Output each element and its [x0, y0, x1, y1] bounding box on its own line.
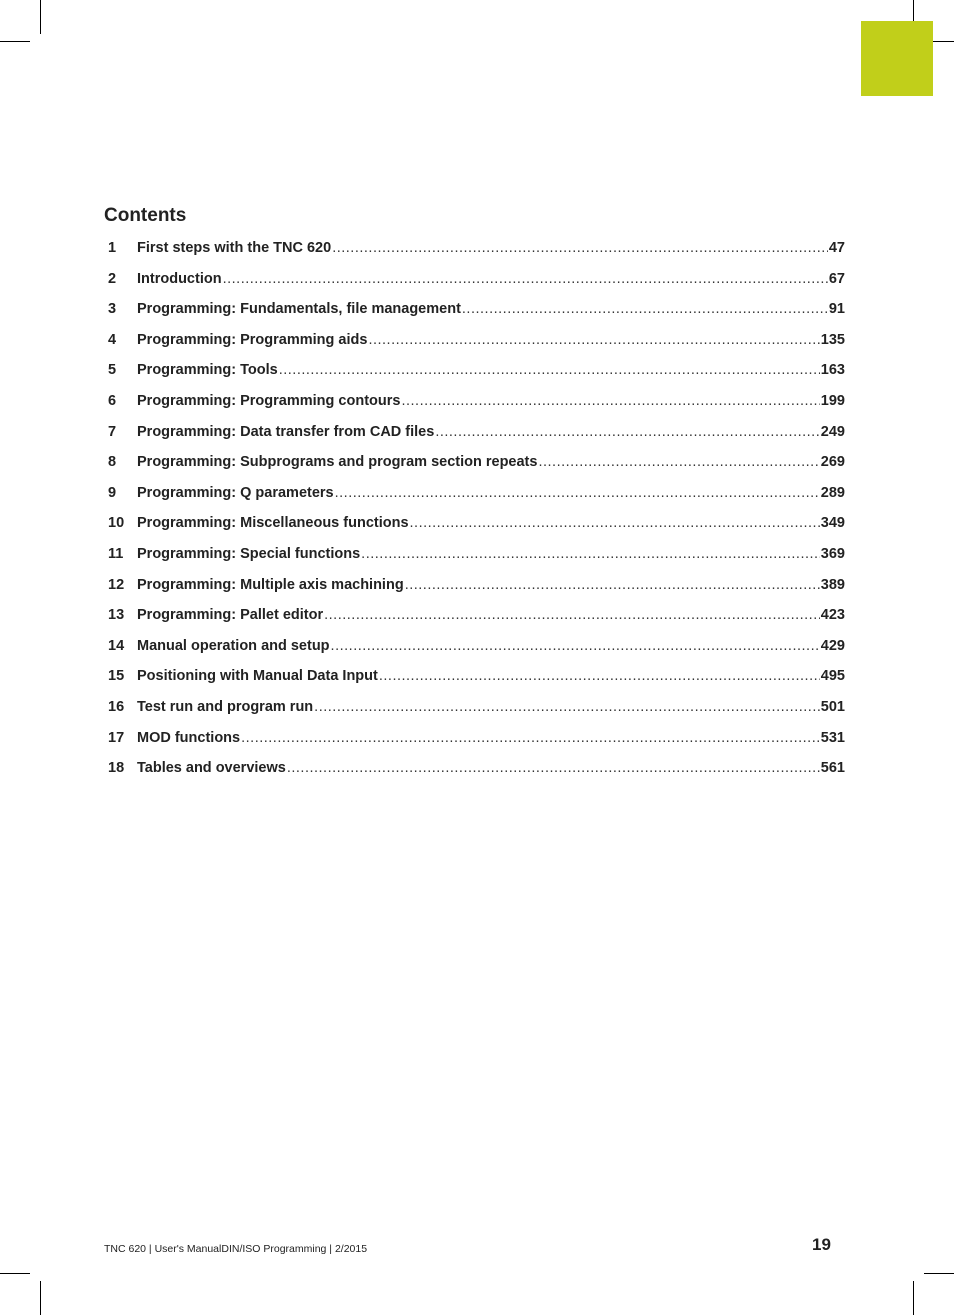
dot-leader: [324, 607, 820, 623]
chapter-page-number: 501: [820, 698, 845, 715]
dot-leader: [410, 515, 820, 531]
chapter-number: 15: [108, 668, 125, 685]
toc-entry[interactable]: [108, 393, 845, 424]
dot-leader: [538, 454, 819, 470]
chapter-page-number: 135: [820, 331, 845, 348]
chapter-number: 2: [108, 270, 117, 287]
toc-entry[interactable]: [108, 485, 845, 516]
crop-mark: [913, 1281, 914, 1315]
chapter-title: Programming: Multiple axis machining: [137, 576, 404, 593]
crop-mark: [40, 0, 41, 34]
chapter-page-number: 91: [828, 301, 845, 318]
chapter-title: Programming: Programming aids: [137, 331, 368, 348]
chapter-title: Programming: Tools: [137, 362, 278, 379]
chapter-number: 18: [108, 760, 125, 777]
dot-leader: [335, 485, 820, 501]
chapter-number: 9: [108, 484, 117, 501]
chapter-number: 17: [108, 729, 125, 746]
chapter-page-number: 249: [820, 423, 845, 440]
dot-leader: [314, 699, 820, 715]
chapter-title: Programming: Programming contours: [137, 392, 401, 409]
dot-leader: [401, 393, 819, 409]
chapter-number: 8: [108, 454, 117, 471]
chapter-page-number: 369: [820, 545, 845, 562]
chapter-tab-marker: [861, 21, 933, 96]
chapter-title: Programming: Data transfer from CAD files: [137, 423, 435, 440]
dot-leader: [361, 546, 820, 562]
chapter-title: Programming: Subprograms and program section repeats: [137, 454, 538, 471]
chapter-title: Introduction: [137, 270, 222, 287]
chapter-title: Programming: Q parameters: [137, 484, 334, 501]
chapter-page-number: 531: [820, 729, 845, 746]
table-of-contents: [108, 240, 845, 791]
toc-entry[interactable]: [108, 577, 845, 608]
chapter-title: First steps with the TNC 620: [137, 240, 332, 256]
toc-entry[interactable]: [108, 454, 845, 485]
chapter-page-number: 67: [828, 270, 845, 287]
dot-leader: [287, 760, 820, 776]
chapter-page-number: 423: [820, 607, 845, 624]
toc-entry[interactable]: [108, 760, 845, 791]
chapter-number: 13: [108, 607, 125, 624]
chapter-title: Test run and program run: [137, 698, 314, 715]
toc-entry[interactable]: [108, 668, 845, 699]
dot-leader: [279, 362, 820, 378]
dot-leader: [368, 332, 819, 348]
chapter-number: 6: [108, 392, 117, 409]
dot-leader: [241, 730, 820, 746]
chapter-title: Programming: Special functions: [137, 545, 361, 562]
chapter-page-number: 47: [828, 240, 845, 256]
dot-leader: [331, 638, 820, 654]
chapter-number: 11: [108, 545, 124, 562]
toc-entry[interactable]: [108, 424, 845, 455]
chapter-number: 3: [108, 301, 117, 318]
toc-entry[interactable]: [108, 607, 845, 638]
toc-entry[interactable]: [108, 362, 845, 393]
chapter-page-number: 495: [820, 668, 845, 685]
toc-entry[interactable]: [108, 730, 845, 761]
chapter-page-number: 289: [820, 484, 845, 501]
chapter-page-number: 163: [820, 362, 845, 379]
footer-text: TNC 620 | User's ManualDIN/ISO Programming | 2/2015: [104, 1243, 368, 1255]
dot-leader: [332, 240, 828, 256]
chapter-page-number: 199: [820, 392, 845, 409]
crop-mark: [40, 1281, 41, 1315]
dot-leader: [405, 577, 820, 593]
toc-entry[interactable]: [108, 332, 845, 363]
chapter-number: 1: [108, 240, 117, 256]
toc-entry[interactable]: [108, 240, 845, 271]
dot-leader: [435, 424, 819, 440]
chapter-number: 5: [108, 362, 117, 379]
crop-mark: [0, 41, 30, 42]
page-number: 19: [812, 1235, 831, 1254]
chapter-page-number: 269: [820, 454, 845, 471]
chapter-title: Programming: Fundamentals, file management: [137, 301, 461, 318]
chapter-page-number: 389: [820, 576, 845, 593]
toc-entry[interactable]: [108, 301, 845, 332]
dot-leader: [462, 301, 828, 317]
chapter-number: 12: [108, 576, 125, 593]
chapter-title: Manual operation and setup: [137, 637, 330, 654]
chapter-number: 7: [108, 423, 117, 440]
chapter-number: 10: [108, 515, 125, 532]
toc-entry[interactable]: [108, 699, 845, 730]
chapter-page-number: 349: [820, 515, 845, 532]
chapter-number: 14: [108, 637, 125, 654]
toc-entry[interactable]: [108, 515, 845, 546]
chapter-title: Tables and overviews: [137, 760, 286, 777]
dot-leader: [379, 668, 820, 684]
toc-entry[interactable]: [108, 638, 845, 669]
chapter-title: Programming: Pallet editor: [137, 607, 324, 624]
chapter-number: 4: [108, 331, 117, 348]
chapter-title: Positioning with Manual Data Input: [137, 668, 378, 685]
crop-mark: [0, 1273, 30, 1274]
dot-leader: [223, 271, 828, 287]
chapter-title: Programming: Miscellaneous functions: [137, 515, 409, 532]
crop-mark: [924, 1273, 954, 1274]
chapter-page-number: 429: [820, 637, 845, 654]
chapter-title: MOD functions: [137, 729, 241, 746]
toc-entry[interactable]: [108, 546, 845, 577]
toc-entry[interactable]: [108, 271, 845, 302]
chapter-number: 16: [108, 698, 125, 715]
page-title: Contents: [104, 205, 187, 226]
chapter-page-number: 561: [820, 760, 845, 777]
